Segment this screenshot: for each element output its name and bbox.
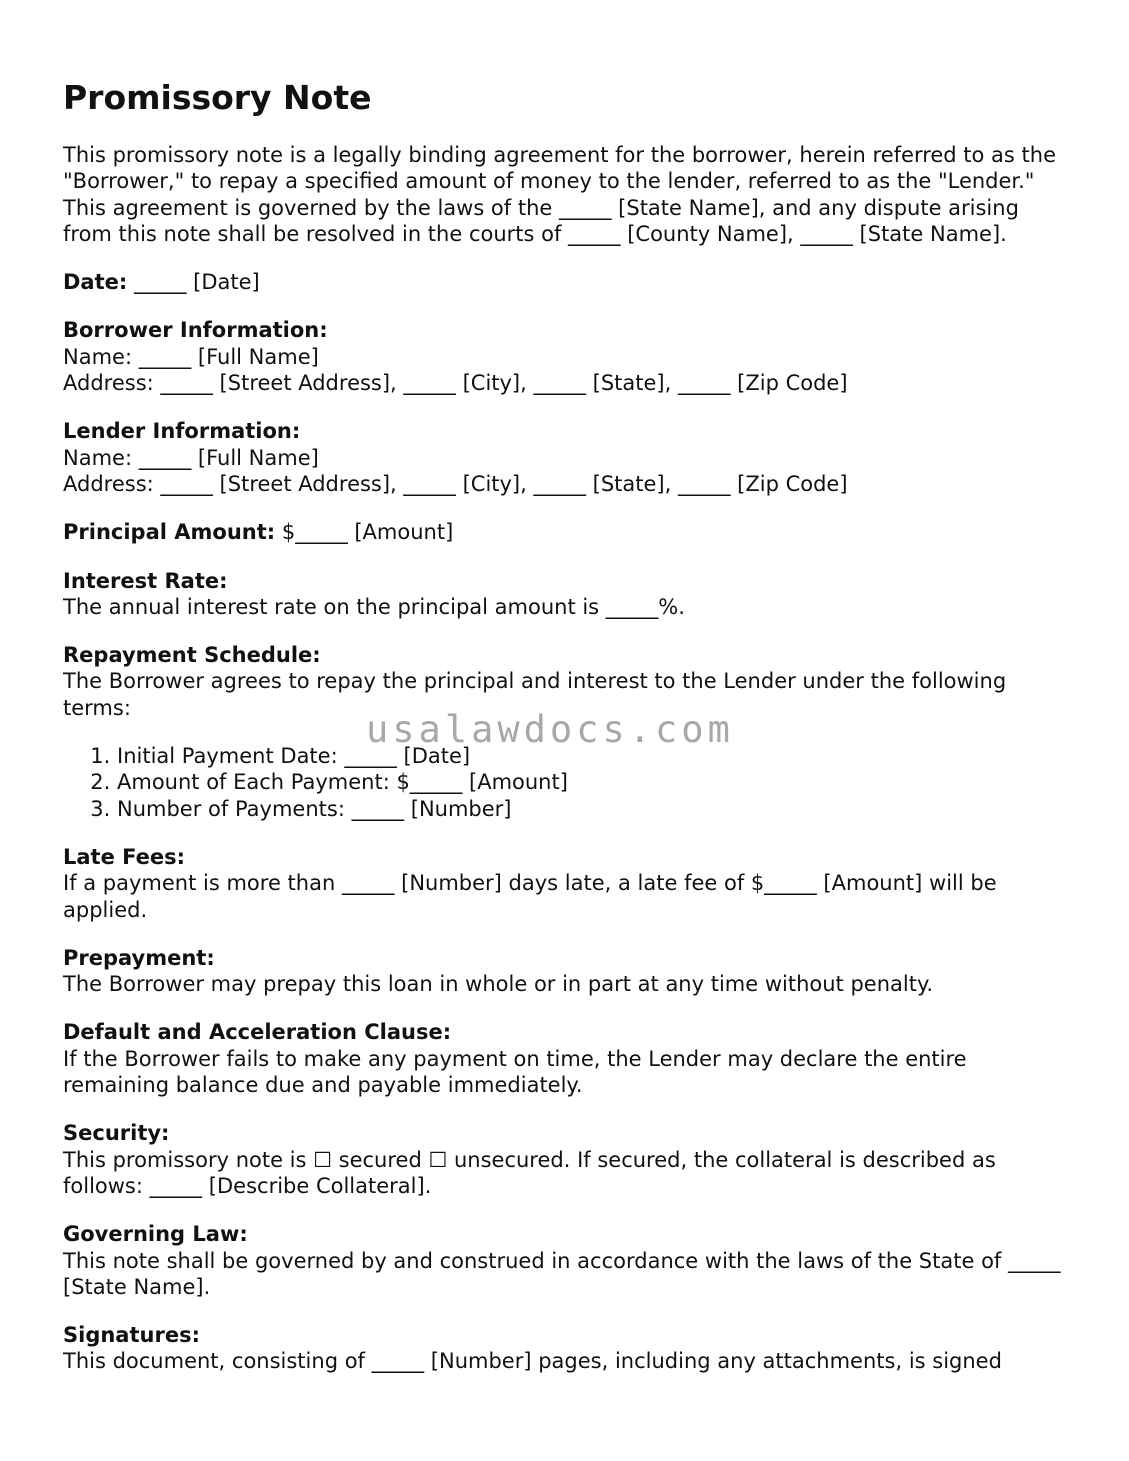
borrower-address: Address: _____ [Street Address], _____ [City], _____ [State], _____ [Zip Code]: [63, 371, 848, 396]
interest-section: [63, 568, 1073, 621]
list-item: 3. Number of Payments: _____ [Number]: [117, 796, 1073, 822]
prepayment-section: [63, 945, 1073, 998]
lender-heading: Lender Information:: [63, 419, 301, 444]
signatures-section: [63, 1322, 1073, 1375]
security-heading: Security:: [63, 1121, 170, 1146]
intro-paragraph: This promissory note is a legally binding agreement for the borrower, herein referred to as the "Borrower," to repay a specified amount of money to the lender, referred to as the "Lender." This agreement is governed by the laws of the _____ [State Name], and any dispute arising from this note shall be resolved in the courts of _____ [County Name], _____ [State Name].: [63, 143, 1057, 246]
governing-law-heading: Governing Law:: [63, 1222, 248, 1247]
list-item: 2. Amount of Each Payment: $_____ [Amount]: [117, 769, 1073, 795]
watermark: usalawdocs.com: [366, 708, 734, 751]
late-fees-heading: Late Fees:: [63, 844, 186, 869]
repayment-text: The Borrower agrees to repay the principal and interest to the Lender under the following terms:: [63, 669, 1007, 720]
date-label: Date:: [63, 270, 128, 295]
principal-value: $_____ [Amount]: [275, 520, 454, 545]
governing-law-text: This note shall be governed by and construed in accordance with the laws of the State of _____ [State Name].: [63, 1248, 1061, 1299]
security-section: [63, 1120, 1073, 1199]
security-text-start: This promissory note is: [63, 1147, 314, 1172]
borrower-heading: Borrower Information:: [63, 318, 328, 343]
borrower-section: [63, 317, 1073, 396]
interest-heading: Interest Rate:: [63, 568, 228, 593]
list-item: 1. Initial Payment Date: _____ [Date]: [117, 743, 1073, 769]
principal-field: [63, 519, 1073, 545]
signatures-heading: Signatures:: [63, 1323, 200, 1348]
default-clause-heading: Default and Acceleration Clause:: [63, 1020, 452, 1045]
late-fees-section: [63, 844, 1073, 923]
date-value: _____ [Date]: [127, 270, 260, 295]
default-clause-section: [63, 1019, 1073, 1098]
repayment-list: [63, 743, 1073, 822]
lender-section: [63, 418, 1073, 497]
secured-label: secured: [331, 1147, 429, 1172]
lender-name: Name: _____ [Full Name]: [63, 445, 319, 470]
signatures-text: This document, consisting of _____ [Number] pages, including any attachments, is signed: [63, 1349, 1002, 1374]
interest-text: The annual interest rate on the principal amount is _____%.: [63, 594, 685, 619]
unsecured-checkbox-icon[interactable]: ☐: [428, 1147, 448, 1172]
document-title: Promissory Note: [63, 78, 372, 117]
date-field: [63, 269, 1073, 295]
prepayment-text: The Borrower may prepay this loan in whole or in part at any time without penalty.: [63, 972, 934, 997]
late-fees-text: If a payment is more than _____ [Number] days late, a late fee of $_____ [Amount] will be applied.: [63, 871, 997, 922]
principal-label: Principal Amount:: [63, 520, 276, 545]
unsecured-label: unsecured. If secured, the collateral is described as follows: _____ [Describe Collateral].: [63, 1147, 996, 1198]
governing-law-section: [63, 1221, 1073, 1300]
secured-checkbox-icon[interactable]: ☐: [313, 1147, 332, 1172]
borrower-name: Name: _____ [Full Name]: [63, 344, 319, 369]
security-text: [63, 1147, 1073, 1200]
default-clause-text: If the Borrower fails to make any payment on time, the Lender may declare the entire remaining balance due and payable immediately.: [63, 1046, 967, 1098]
lender-address: Address: _____ [Street Address], _____ [City], _____ [State], _____ [Zip Code]: [63, 471, 848, 496]
repayment-heading: Repayment Schedule:: [63, 643, 321, 668]
prepayment-heading: Prepayment:: [63, 945, 215, 970]
